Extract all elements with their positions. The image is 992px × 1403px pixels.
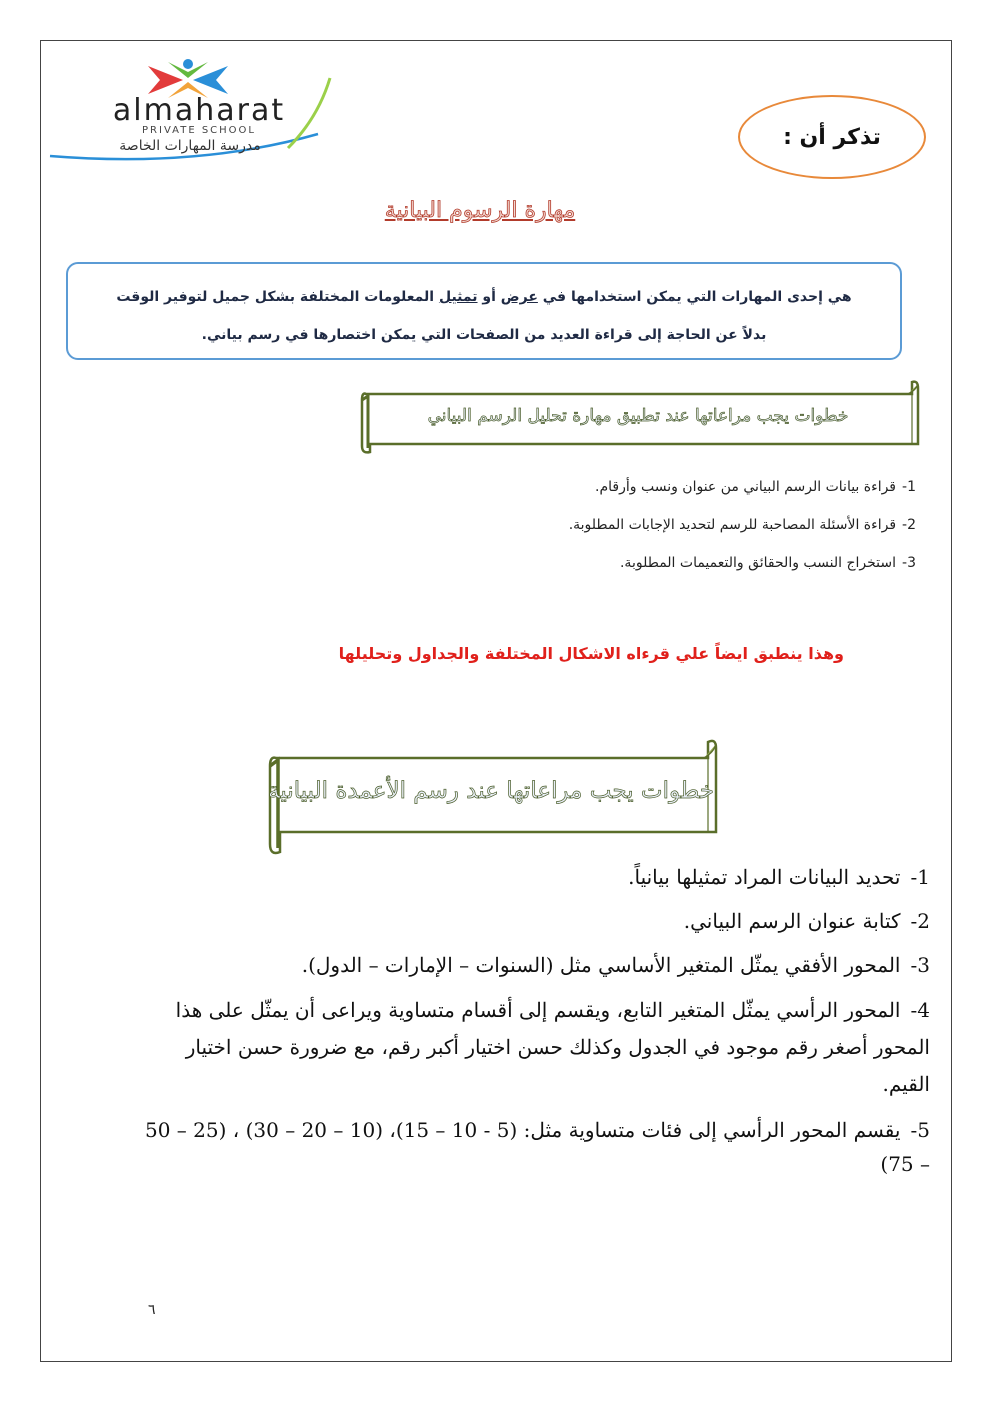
logo-name: almaharat — [112, 93, 286, 128]
list-item-text: استخراج النسب والحقائق والتعميمات المطلوبة. — [619, 555, 897, 571]
list-item — [400, 474, 916, 512]
list-item-number: 5- — [910, 1118, 930, 1142]
list-item-number: 3- — [910, 953, 930, 977]
list-item — [134, 904, 930, 938]
logo-subtitle: PRIVATE SCHOOL — [142, 125, 256, 136]
list-item-number: 1- — [910, 865, 930, 889]
drawing-steps-list — [134, 860, 930, 1191]
list-item — [134, 860, 930, 894]
main-title: مهارة الرسوم البيانية — [384, 198, 576, 223]
definition-word-display: عرض — [500, 289, 538, 305]
list-item-number: 2- — [902, 517, 916, 533]
school-logo — [48, 58, 338, 168]
list-item — [134, 948, 930, 982]
list-item-text: المحور الرأسي يمثّل المتغير التابع، ويقسم إلى أقسام متساوية ويراعى أن يمثّل على هذا المحور أصغر رقم موجود في الجدول وكذلك حسن اختيار أكبر رقم، مع ضرورة حسن اختيار القيم. — [175, 998, 930, 1096]
list-item-text: المحور الأفقي يمثّل المتغير الأساسي مثل (السنوات – الإمارات – الدول). — [301, 953, 901, 977]
definition-box — [66, 262, 902, 360]
logo-arabic-name: مدرسة المهارات الخاصة — [119, 138, 261, 154]
list-item — [134, 1113, 930, 1181]
definition-line-2: بدلاً عن الحاجة إلى قراءة العديد من الصفحات التي يمكن اختصارها في رسم بياني. — [201, 327, 767, 343]
definition-text-2: أو — [477, 289, 501, 305]
analysis-steps-list — [400, 474, 916, 588]
list-item-text: تحديد البيانات المراد تمثيلها بيانياً. — [628, 865, 901, 889]
red-note: وهذا ينطبق ايضاً علي قرءاه الاشكال المختلفة والجداول وتحليلها — [338, 644, 844, 663]
list-item-number: 1- — [902, 479, 916, 495]
list-item — [400, 512, 916, 550]
definition-text-1: هي إحدى المهارات التي يمكن استخدامها في — [537, 289, 852, 305]
analysis-steps-heading: خطوات يجب مراعاتها عند تطبيق مهارة تحليل الرسم البياني — [427, 406, 849, 426]
remember-oval — [738, 95, 926, 179]
list-item-text: قراءة الأسئلة المصاحبة للرسم لتحديد الإجابات المطلوبة. — [568, 517, 897, 533]
list-item-number: 2- — [910, 909, 930, 933]
analysis-steps-banner — [352, 378, 924, 456]
list-item-number: 4- — [910, 998, 930, 1022]
page-number: ٦ — [148, 1302, 156, 1318]
list-item-text: قراءة بيانات الرسم البياني من عنوان ونسب وأرقام. — [595, 479, 897, 495]
list-item — [400, 550, 916, 588]
definition-text-3: المعلومات المختلفة بشكل جميل لتوفير الوقت — [116, 289, 439, 305]
list-item-text: كتابة عنوان الرسم البياني. — [683, 909, 901, 933]
list-item-number: 3- — [902, 555, 916, 571]
definition-line-1 — [94, 278, 874, 316]
drawing-steps-heading: خطوات يجب مراعاتها عند رسم الأعمدة البيانية — [268, 778, 714, 804]
remember-label: تذكر أن : — [783, 124, 881, 150]
definition-word-represent: تمثيل — [438, 289, 478, 305]
list-item — [134, 992, 930, 1103]
drawing-steps-banner — [262, 736, 720, 858]
list-item-text: يقسم المحور الرأسي إلى فئات متساوية مثل: (5 - 10 – 15)، (10 – 20 – 30) ، (25 – 50 – 75) — [145, 1118, 930, 1176]
